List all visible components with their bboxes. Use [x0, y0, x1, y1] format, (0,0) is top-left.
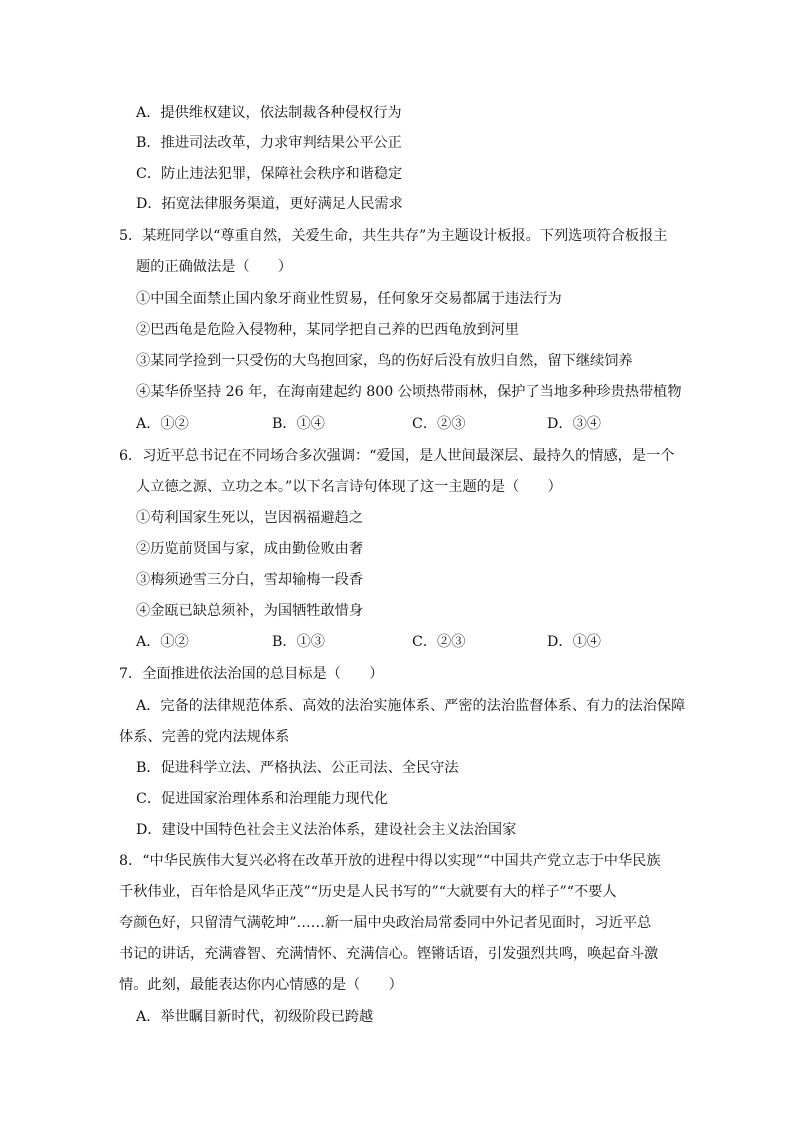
q5-option-c: C．②③: [412, 416, 466, 432]
q5-option-d: D．③④: [547, 416, 601, 432]
q5-item-2: ②巴西龟是危险入侵物种，某同学把自己养的巴西龟放到河里: [136, 322, 520, 338]
q4-option-d: D．拓宽法律服务渠道，更好满足人民需求: [136, 196, 403, 212]
q6-option-d: D．①④: [547, 634, 601, 650]
q7-option-a-line2: 体系、完善的党内法规体系: [119, 729, 290, 745]
q8-stem-line1: 8．“中华民族伟大复兴必将在改革开放的进程中得以实现”“中国共产党立志于中华民族: [119, 853, 661, 869]
q6-item-1: ①苟利国家生死以，岂因祸福避趋之: [136, 510, 364, 526]
q8-option-a: A．举世瞩目新时代，初级阶段已跨越: [136, 1009, 374, 1025]
q6-item-3: ③梅须逊雪三分白，雪却输梅一段香: [136, 572, 364, 588]
q6-item-4: ④金瓯已缺总须补，为国牺牲敢惜身: [136, 603, 364, 619]
q4-option-a: A．提供维权建议，依法制裁各种侵权行为: [136, 105, 402, 121]
q4-option-b: B．推进司法改革，力求审判结果公平公正: [136, 135, 402, 151]
q7-option-a-line1: A．完备的法律规范体系、高效的法治实施体系、严密的法治监督体系、有力的法治保障: [136, 698, 686, 714]
q7-option-d: D．建设中国特色社会主义法治体系，建设社会主义法治国家: [136, 822, 517, 838]
q8-stem-line3: 夸颜色好，只留清气满乾坤”……新一届中央政治局常委同中外记者见面时，习近平总: [119, 915, 652, 931]
q8-stem-line5: 情。此刻，最能表达你内心情感的是（ ）: [119, 977, 403, 993]
q6-stem-line2: 人立德之源、立功之本。”以下名言诗句体现了这一主题的是（ ）: [136, 479, 562, 495]
q5-option-b: B．①④: [272, 416, 325, 432]
q6-stem-line1: 6．习近平总书记在不同场合多次强调：“爱国，是人世间最深层、最持久的情感，是一个: [119, 448, 675, 464]
q8-stem-line4: 书记的讲话，充满睿智、充满情怀、充满信心。铿锵话语，引发强烈共鸣，唤起奋斗激: [119, 946, 659, 962]
q5-stem-line1: 5．某班同学以“尊重自然，关爱生命，共生共存”为主题设计板报。下列选项符合板报主: [119, 228, 668, 244]
q7-stem: 7．全面推进依法治国的总目标是（ ）: [119, 666, 384, 682]
q6-item-2: ②历览前贤国与家，成由勤俭败由奢: [136, 541, 364, 557]
q5-option-a: A．①②: [136, 416, 189, 432]
q6-option-b: B．①③: [272, 634, 325, 650]
q4-option-c: C．防止违法犯罪，保障社会秩序和谐稳定: [136, 166, 403, 182]
q6-option-c: C．②③: [412, 634, 466, 650]
q5-item-1: ①中国全面禁止国内象牙商业性贸易，任何象牙交易都属于违法行为: [136, 291, 562, 307]
q7-option-b: B．促进科学立法、严格执法、公正司法、全民守法: [136, 760, 459, 776]
q8-stem-line2: 千秋伟业，百年恰是风华正茂”“历史是人民书写的”“大就要有大的样子”“不要人: [119, 884, 617, 900]
q5-item-4: ④某华侨坚持 26 年，在海南建起约 800 公顷热带雨林，保护了当地多种珍贵热带植物: [136, 384, 682, 400]
q5-stem-line2: 题的正确做法是（ ）: [136, 259, 293, 275]
q6-option-a: A．①②: [136, 634, 189, 650]
q5-item-3: ③某同学捡到一只受伤的大鸟抱回家，鸟的伤好后没有放归自然，留下继续饲养: [136, 353, 633, 369]
q7-option-c: C．促进国家治理体系和治理能力现代化: [136, 791, 389, 807]
